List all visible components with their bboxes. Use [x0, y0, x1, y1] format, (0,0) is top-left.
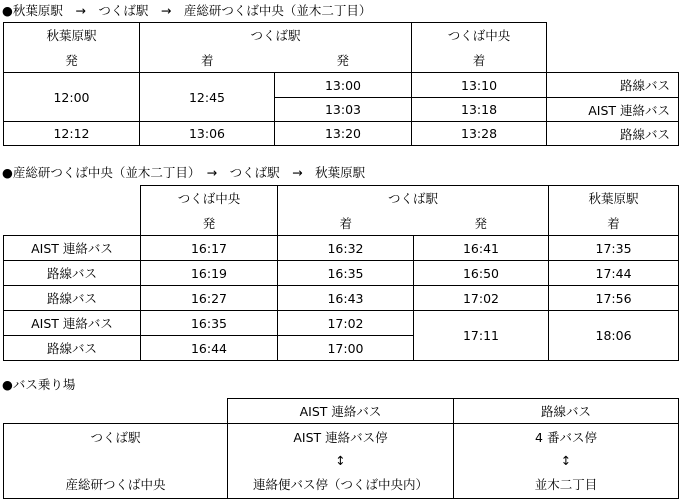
section3-title: ●バス乗り場 — [2, 377, 76, 392]
table-row — [4, 311, 679, 336]
bus-type: AIST 連絡バス — [547, 98, 679, 122]
header-akihabara: 秋葉原駅 — [4, 23, 140, 48]
header-arrive: 着 — [412, 48, 547, 73]
time-cell: 13:28 — [412, 122, 547, 146]
time-cell: 17:35 — [549, 236, 679, 261]
header-tsukuba: つくば駅 — [278, 186, 549, 211]
time-cell: 13:06 — [140, 122, 275, 146]
header-aist-bus: AIST 連絡バス — [228, 399, 454, 424]
time-cell: 17:02 — [414, 286, 549, 311]
time-cell: 17:44 — [549, 261, 679, 286]
time-cell: 16:27 — [141, 286, 278, 311]
time-cell: 12:12 — [4, 122, 140, 146]
header-depart: 発 — [414, 211, 549, 236]
time-cell: 12:00 — [4, 73, 140, 122]
time-cell: 13:18 — [412, 98, 547, 122]
stop-column-route — [454, 424, 679, 499]
updown-arrow-icon: ↕ — [335, 453, 346, 468]
time-cell: 13:20 — [275, 122, 412, 146]
table-row — [4, 122, 679, 146]
time-cell: 16:43 — [278, 286, 414, 311]
bus-type: AIST 連絡バス — [4, 311, 141, 336]
header-route-bus: 路線バス — [454, 399, 679, 424]
time-cell: 17:56 — [549, 286, 679, 311]
header-chuo: つくば中央 — [141, 186, 278, 211]
section2-title: ●産総研つくば中央（並木二丁目） → つくば駅 → 秋葉原駅 — [2, 165, 366, 180]
time-cell: 13:03 — [275, 98, 412, 122]
time-cell: 13:00 — [275, 73, 412, 98]
time-cell: 16:50 — [414, 261, 549, 286]
table-row — [4, 73, 679, 98]
section1-title: ●秋葉原駅 → つくば駅 → 産総研つくば中央（並木二丁目） — [2, 3, 372, 18]
header-depart: 発 — [275, 48, 412, 73]
header-arrive: 着 — [278, 211, 414, 236]
header-arrive: 着 — [549, 211, 679, 236]
table-row — [4, 261, 679, 286]
bus-stops-table — [3, 398, 679, 499]
updown-arrow-icon: ↕ — [560, 453, 572, 468]
header-depart: 発 — [141, 211, 278, 236]
time-cell: 16:44 — [141, 336, 278, 361]
header-empty — [547, 23, 679, 73]
bus-type: AIST 連絡バス — [4, 236, 141, 261]
stop-chuo: 産総研つくば中央 — [65, 477, 166, 492]
aist-stop-chuo: 連絡便バス停（つくば中央内） — [252, 477, 428, 492]
stop-column-location — [4, 424, 228, 499]
route-stop-tsukuba: 4 番バス停 — [535, 430, 597, 445]
header-arrive: 着 — [140, 48, 275, 73]
time-cell: 18:06 — [549, 311, 679, 361]
route-stop-chuo: 並木二丁目 — [534, 477, 598, 492]
header-tsukuba: つくば駅 — [140, 23, 412, 48]
time-cell: 17:11 — [414, 311, 549, 361]
bus-type: 路線バス — [4, 286, 141, 311]
time-cell: 16:17 — [141, 236, 278, 261]
header-depart: 発 — [4, 48, 140, 73]
header-akihabara: 秋葉原駅 — [549, 186, 679, 211]
header-empty — [4, 186, 141, 236]
time-cell: 16:32 — [278, 236, 414, 261]
time-cell: 12:45 — [140, 73, 275, 122]
time-cell: 16:41 — [414, 236, 549, 261]
aist-stop-tsukuba: AIST 連絡バス停 — [293, 430, 388, 445]
header-chuo: つくば中央 — [412, 23, 547, 48]
bus-type: 路線バス — [4, 261, 141, 286]
table-row — [4, 236, 679, 261]
time-cell: 16:35 — [278, 261, 414, 286]
header-empty — [4, 399, 228, 424]
timetable-outbound — [3, 22, 679, 146]
bus-type: 路線バス — [547, 73, 679, 98]
stop-column-aist — [228, 424, 454, 499]
time-cell: 17:02 — [278, 311, 414, 336]
timetable-return — [3, 185, 679, 361]
time-cell: 13:10 — [412, 73, 547, 98]
bus-type: 路線バス — [4, 336, 141, 361]
stop-tsukuba-station: つくば駅 — [90, 430, 141, 445]
time-cell: 16:19 — [141, 261, 278, 286]
table-row — [4, 286, 679, 311]
time-cell: 17:00 — [278, 336, 414, 361]
bus-type: 路線バス — [547, 122, 679, 146]
time-cell: 16:35 — [141, 311, 278, 336]
